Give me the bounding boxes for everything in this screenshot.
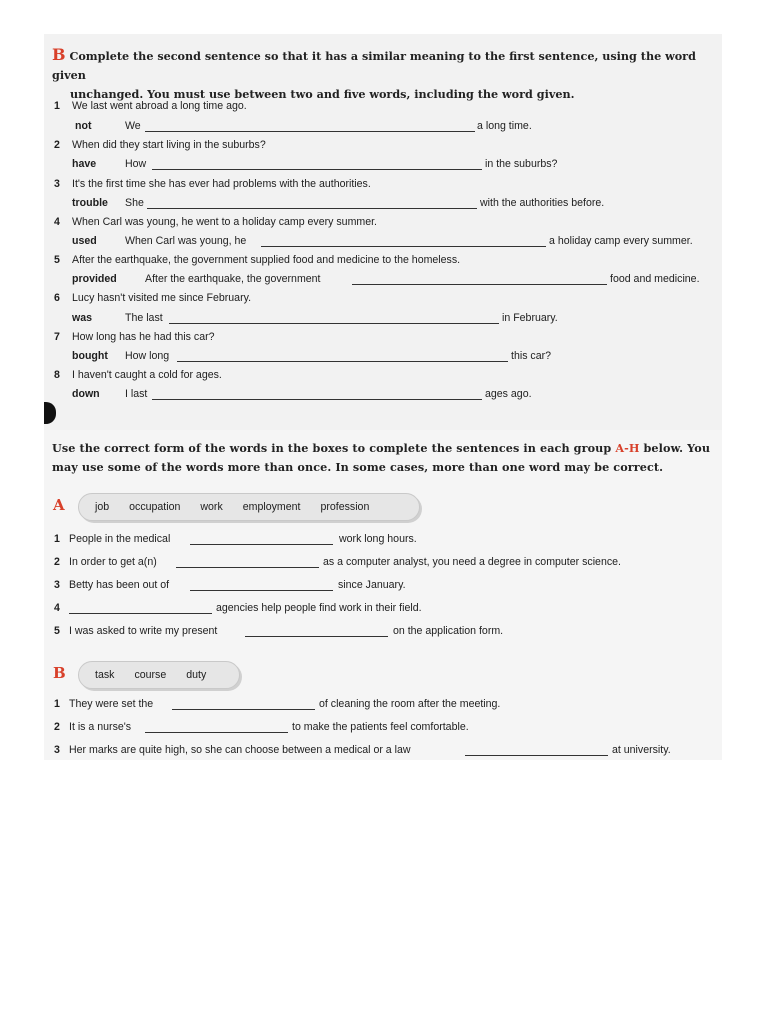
word: task xyxy=(95,669,115,681)
word: course xyxy=(134,669,167,681)
answer-blank[interactable] xyxy=(152,399,482,400)
sentence-start: When Carl was young, he xyxy=(125,235,247,247)
answer-blank[interactable] xyxy=(261,246,546,247)
item-number: 3 xyxy=(54,178,60,190)
item-number: 2 xyxy=(54,721,60,733)
answer-blank[interactable] xyxy=(152,169,482,170)
sentence-start: How long xyxy=(125,350,170,362)
sentence-start: We xyxy=(125,120,141,132)
answer-blank[interactable] xyxy=(147,208,477,209)
exercise-letter: B xyxy=(52,45,66,64)
sentence-end: this car? xyxy=(511,350,552,362)
sentence-start: I last xyxy=(125,388,148,400)
item-number: 1 xyxy=(54,100,60,112)
sentence-after: since January. xyxy=(338,579,406,591)
word-box-b xyxy=(78,661,240,689)
sentence-after: work long hours. xyxy=(339,533,417,545)
word: employment xyxy=(242,501,301,513)
sentence-after: of cleaning the room after the meeting. xyxy=(319,698,501,710)
item-number: 4 xyxy=(54,216,60,228)
answer-blank[interactable] xyxy=(465,755,608,756)
sentence-end: in the suburbs? xyxy=(485,158,558,170)
sentence-before: People in the medical xyxy=(69,533,171,545)
sentence-before: It is a nurse's xyxy=(69,721,132,733)
first-sentence: It's the first time she has ever had problems with the authorities. xyxy=(72,178,371,190)
first-sentence: When did they start living in the suburbs? xyxy=(72,139,266,151)
item-number: 8 xyxy=(54,369,60,381)
word: occupation xyxy=(129,501,181,513)
word-box-a xyxy=(78,493,420,521)
sentence-after: to make the patients feel comfortable. xyxy=(292,721,469,733)
answer-blank[interactable] xyxy=(169,323,499,324)
item-number: 7 xyxy=(54,331,60,343)
item-number: 5 xyxy=(54,625,60,637)
word: duty xyxy=(186,669,207,681)
sentence-after: agencies help people find work in their field. xyxy=(216,602,422,614)
item-number: 6 xyxy=(54,292,60,304)
answer-blank[interactable] xyxy=(69,613,212,614)
key-word: bought xyxy=(72,350,108,362)
instruction-line-1a: Use the correct form of the words in the boxes to complete the sentences in each group xyxy=(52,441,616,455)
item-number: 2 xyxy=(54,556,60,568)
word: profession xyxy=(320,501,370,513)
answer-blank[interactable] xyxy=(172,709,315,710)
answer-blank[interactable] xyxy=(145,732,288,733)
group-b-letter: B xyxy=(53,664,66,682)
sentence-start: After the earthquake, the government xyxy=(145,273,321,285)
key-word: have xyxy=(72,158,97,170)
answer-blank[interactable] xyxy=(145,131,475,132)
answer-blank[interactable] xyxy=(352,284,607,285)
item-number: 1 xyxy=(54,698,60,710)
instruction-line-2: may use some of the words more than once. In some cases, more than one word may be correct. xyxy=(52,460,664,474)
answer-blank[interactable] xyxy=(245,636,388,637)
key-word: provided xyxy=(72,273,117,285)
first-sentence: How long has he had this car? xyxy=(72,331,215,343)
instruction-line-1: Complete the second sentence so that it has a similar meaning to the first sentence, using the word given xyxy=(52,49,696,82)
sentence-after: as a computer analyst, you need a degree in computer science. xyxy=(323,556,621,568)
sentence-start: She xyxy=(125,197,144,209)
sentence-before: I was asked to write my present xyxy=(69,625,218,637)
first-sentence: Lucy hasn't visited me since February. xyxy=(72,292,252,304)
answer-blank[interactable] xyxy=(190,544,333,545)
key-word: used xyxy=(72,235,97,247)
exercise-b-instruction xyxy=(52,45,722,104)
sentence-before: In order to get a(n) xyxy=(69,556,157,568)
sentence-after: on the application form. xyxy=(393,625,504,637)
word: job xyxy=(95,501,110,513)
key-word: not xyxy=(75,120,92,132)
sentence-before: They were set the xyxy=(69,698,154,710)
item-number: 5 xyxy=(54,254,60,266)
vocab-instruction xyxy=(52,439,722,477)
first-sentence: After the earthquake, the government supplied food and medicine to the homeless. xyxy=(72,254,461,266)
sentence-end: a holiday camp every summer. xyxy=(549,235,693,247)
first-sentence: We last went abroad a long time ago. xyxy=(72,100,247,112)
item-number: 3 xyxy=(54,744,60,756)
first-sentence: When Carl was young, he went to a holiday camp every summer. xyxy=(72,216,378,228)
instruction-line-2: unchanged. You must use between two and five words, including the word given. xyxy=(70,87,575,101)
sentence-start: How xyxy=(125,158,147,170)
instruction-line-1b: below. You xyxy=(639,441,711,455)
sentence-after: at university. xyxy=(612,744,671,756)
answer-blank[interactable] xyxy=(190,590,333,591)
first-sentence: I haven't caught a cold for ages. xyxy=(72,369,222,381)
key-word: was xyxy=(72,312,93,324)
sentence-end: food and medicine. xyxy=(610,273,700,285)
item-number: 3 xyxy=(54,579,60,591)
sentence-before: Her marks are quite high, so she can choose between a medical or a law xyxy=(69,744,411,756)
sentence-end: ages ago. xyxy=(485,388,532,400)
key-word: down xyxy=(72,388,100,400)
sentence-end: in February. xyxy=(502,312,558,324)
group-range: A-H xyxy=(615,441,640,455)
sentence-start: The last xyxy=(125,312,163,324)
sentence-end: with the authorities before. xyxy=(480,197,605,209)
word: work xyxy=(200,501,223,513)
answer-blank[interactable] xyxy=(176,567,319,568)
answer-blank[interactable] xyxy=(177,361,508,362)
sentence-end: a long time. xyxy=(477,120,532,132)
item-number: 1 xyxy=(54,533,60,545)
group-a-letter: A xyxy=(53,496,65,514)
sentence-before: Betty has been out of xyxy=(69,579,170,591)
item-number: 2 xyxy=(54,139,60,151)
key-word: trouble xyxy=(72,197,108,209)
item-number: 4 xyxy=(54,602,60,614)
